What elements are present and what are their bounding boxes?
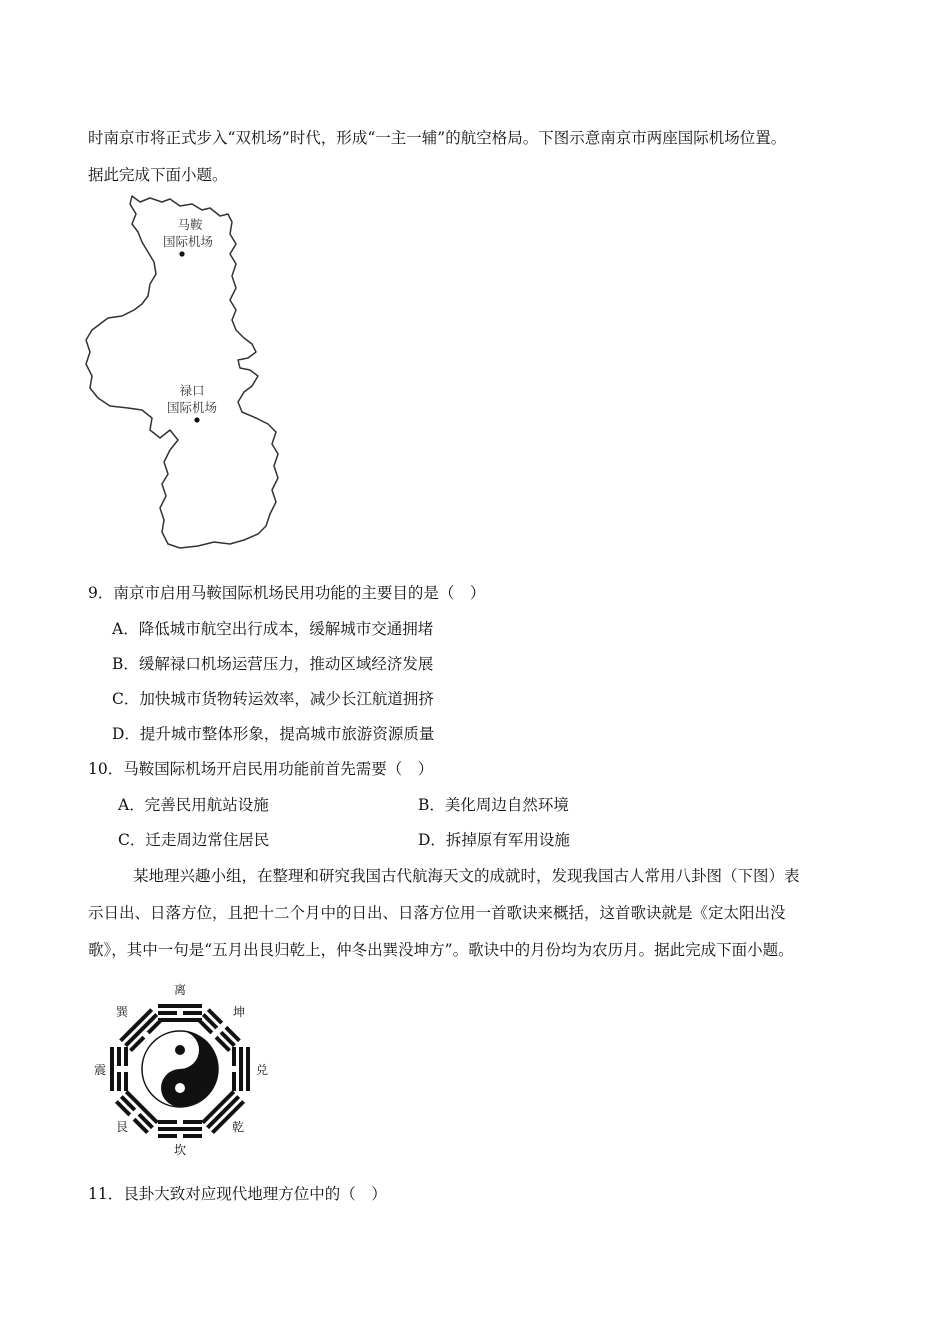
nanjing-airport-map — [80, 192, 300, 554]
intro-text-line-2: 据此完成下面小题。 — [88, 166, 228, 184]
airport2-label: 国际机场 — [166, 400, 218, 415]
label-dui: 兑 — [255, 1063, 269, 1077]
intro2-line-1: 某地理兴趣小组，在整理和研究我国古代航海天文的成就时，发现我国古人常用八卦图（下图）表 — [133, 867, 800, 885]
label-zhen: 震 — [93, 1063, 107, 1077]
q9-option-a[interactable]: A．降低城市航空出行成本，缓解城市交通拥堵 — [112, 620, 434, 638]
taiji-icon — [142, 1031, 218, 1107]
label-xun: 巽 — [115, 1005, 129, 1019]
label-gen: 艮 — [115, 1120, 129, 1134]
q9-option-d[interactable]: D．提升城市整体形象，提高城市旅游资源质量 — [112, 725, 435, 743]
intro2-line-3: 歌》，其中一句是“五月出艮归乾上，仲冬出巽没坤方”。歌诀中的月份均为农历月。据此完成下面小题。 — [88, 941, 794, 959]
q9-stem: 9．南京市启用马鞍国际机场民用功能的主要目的是（ ） — [88, 584, 486, 602]
q11-stem: 11．艮卦大致对应现代地理方位中的（ ） — [88, 1185, 387, 1203]
q10-option-a[interactable]: A．完善民用航站设施 — [118, 796, 269, 814]
intro2-line-2: 示日出、日落方位，且把十二个月中的日出、日落方位用一首歌诀来概括，这首歌诀就是《定太阳出没 — [88, 904, 786, 922]
trigram-kan — [158, 1120, 202, 1138]
airport1-name: 马鞍 — [177, 217, 203, 232]
intro-text-line-1: 时南京市将正式步入“双机场”时代，形成“一主一辅”的航空格局。下图示意南京市两座国际机场位置。 — [88, 129, 787, 147]
q10-option-b[interactable]: B．美化周边自然环境 — [418, 796, 569, 814]
q10-option-d[interactable]: D．拆掉原有军用设施 — [418, 831, 570, 849]
airport1-dot — [179, 251, 184, 256]
trigram-li — [158, 1004, 202, 1022]
label-qian: 乾 — [231, 1120, 245, 1134]
trigram-zhen — [110, 1047, 128, 1091]
airport1-label: 国际机场 — [162, 234, 214, 249]
airport2-dot — [194, 417, 199, 422]
q10-stem: 10．马鞍国际机场开启民用功能前首先需要（ ） — [88, 760, 434, 778]
label-kun: 坤 — [232, 1005, 246, 1019]
label-li: 离 — [173, 983, 187, 997]
bagua-diagram — [88, 978, 272, 1160]
label-kan: 坎 — [173, 1143, 187, 1157]
airport2-name: 禄口 — [179, 383, 205, 398]
trigram-dui — [232, 1047, 250, 1091]
q9-option-c[interactable]: C．加快城市货物转运效率，减少长江航道拥挤 — [112, 690, 434, 708]
q10-option-c[interactable]: C．迁走周边常住居民 — [118, 831, 270, 849]
q9-option-b[interactable]: B．缓解禄口机场运营压力，推动区域经济发展 — [112, 655, 434, 673]
